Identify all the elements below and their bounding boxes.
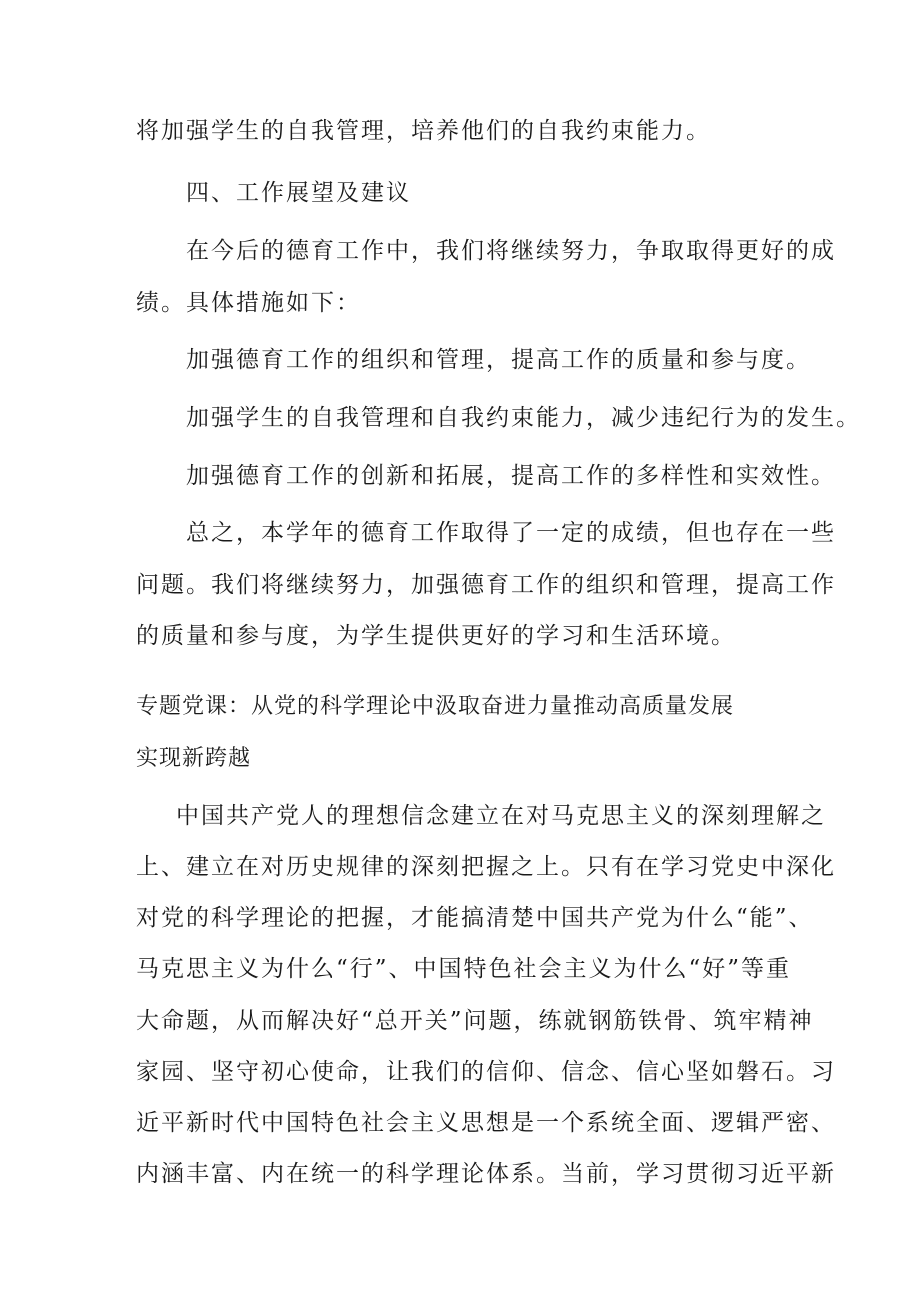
measure-item: 加强学生的自我管理和自我约束能力，减少违纪行为的发生。 — [186, 405, 861, 431]
intro-line-2: 绩。具体措施如下： — [136, 290, 361, 316]
body-line: 家园、坚守初心使命，让我们的信仰、信念、信心坚如磐石。习 — [136, 1059, 836, 1085]
lecture-title-line-2: 实现新跨越 — [136, 746, 252, 771]
summary-line: 问题。我们将继续努力，加强德育工作的组织和管理，提高工作 — [136, 572, 836, 598]
body-line: 马克思主义为什么“行”、中国特色社会主义为什么“好”等重 — [136, 956, 792, 982]
body-line: 近平新时代中国特色社会主义思想是一个系统全面、逻辑严密、 — [136, 1110, 836, 1136]
intro-line-1: 在今后的德育工作中，我们将继续努力，争取取得更好的成 — [186, 238, 836, 264]
body-line: 中国共产党人的理想信念建立在对马克思主义的深刻理解之 — [176, 803, 826, 829]
body-line: 上、建立在对历史规律的深刻把握之上。只有在学习党史中深化 — [136, 854, 836, 880]
body-line: 内涵丰富、内在统一的科学理论体系。当前，学习贯彻习近平新 — [136, 1161, 836, 1187]
body-line: 对党的科学理论的把握，才能搞清楚中国共产党为什么“能”、 — [136, 905, 814, 931]
measure-item: 加强德育工作的创新和拓展，提高工作的多样性和实效性。 — [186, 463, 836, 489]
section-heading: 四、工作展望及建议 — [186, 180, 411, 206]
summary-line: 总之，本学年的德育工作取得了一定的成绩，但也存在一些 — [186, 520, 836, 546]
summary-line: 的质量和参与度，为学生提供更好的学习和生活环境。 — [136, 623, 736, 649]
measure-item: 加强德育工作的组织和管理，提高工作的质量和参与度。 — [186, 347, 811, 373]
lecture-title-line-1: 专题党课：从党的科学理论中汲取奋进力量推动高质量发展 — [136, 694, 735, 719]
body-line: 大命题，从而解决好“总开关”问题，练就钢筋铁骨、筑牢精神 — [136, 1008, 814, 1034]
paragraph-tail: 将加强学生的自我管理，培养他们的自我约束能力。 — [136, 118, 711, 144]
